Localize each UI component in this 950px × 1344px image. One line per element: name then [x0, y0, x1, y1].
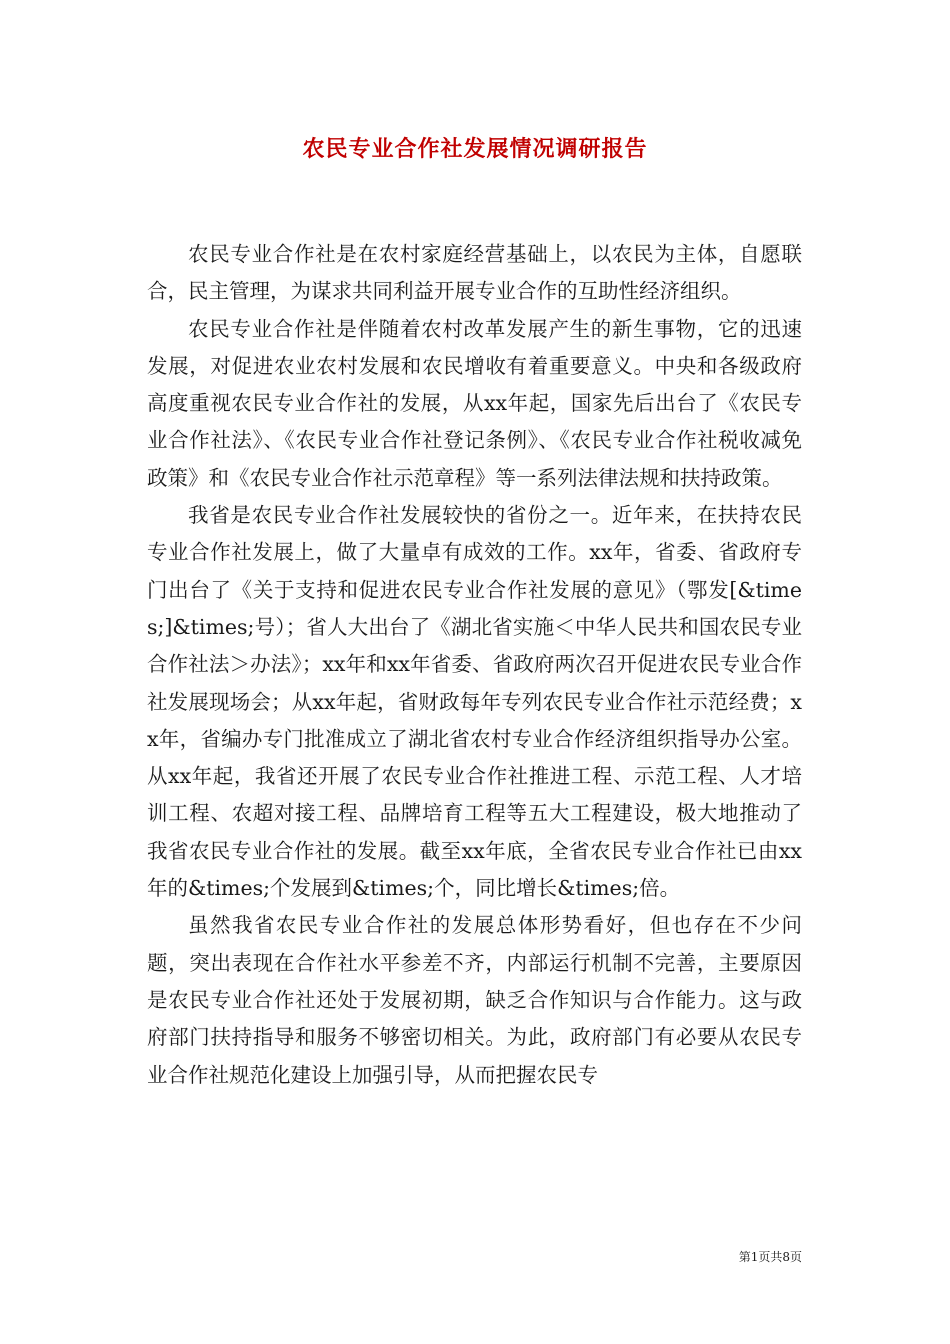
paragraph-1: 农民专业合作社是在农村家庭经营基础上，以农民为主体，自愿联合，民主管理，为谋求共同利益开展专业合作的互助性经济组织。 — [147, 242, 802, 304]
page-number: 第1页共8页 — [738, 1250, 802, 1264]
paragraph-4: 虽然我省农民专业合作社的发展总体形势看好，但也存在不少问题，突出表现在合作社水平参差不齐，内部运行机制不完善，主要原因是农民专业合作社还处于发展初期，缺乏合作知识与合作能力。这与政府部门扶持指导和服务不够密切相关。为此，政府部门有必要从农民专业合作社规范化建设上加强引导，从而把握农民专 — [147, 913, 802, 1087]
document-body — [147, 236, 802, 1094]
paragraph-2: 农民专业合作社是伴随着农村改革发展产生的新生事物，它的迅速发展，对促进农业农村发展和农民增收有着重要意义。中央和各级政府高度重视农民专业合作社的发展，从xx年起，国家先后出台了《农民专业合作社法》、《农民专业合作社登记条例》、《农民专业合作社税收减免政策》和《农民专业合作社示范章程》等一系列法律法规和扶持政策。 — [147, 316, 802, 490]
paragraph-3: 我省是农民专业合作社发展较快的省份之一。近年来，在扶持农民专业合作社发展上，做了大量卓有成效的工作。xx年，省委、省政府专门出台了《关于支持和促进农民专业合作社发展的意见》（鄂发[&times;]&times;号）；省人大出台了《湖北省实施＜中华人民共和国农民专业合作社法＞办法》；xx年和xx年省委、省政府两次召开促进农民专业合作社发展现场会；从xx年起，省财政每年专列农民专业合作社示范经费；xx年，省编办专门批准成立了湖北省农村专业合作经济组织指导办公室。从xx年起，我省还开展了农民专业合作社推进工程、示范工程、人才培训工程、农超对接工程、品牌培育工程等五大工程建设，极大地推动了我省农民专业合作社的发展。截至xx年底，全省农民专业合作社已由xx年的&times;个发展到&times;个，同比增长&times;倍。 — [147, 503, 802, 901]
document-title: 农民专业合作社发展情况调研报告 — [302, 136, 648, 162]
